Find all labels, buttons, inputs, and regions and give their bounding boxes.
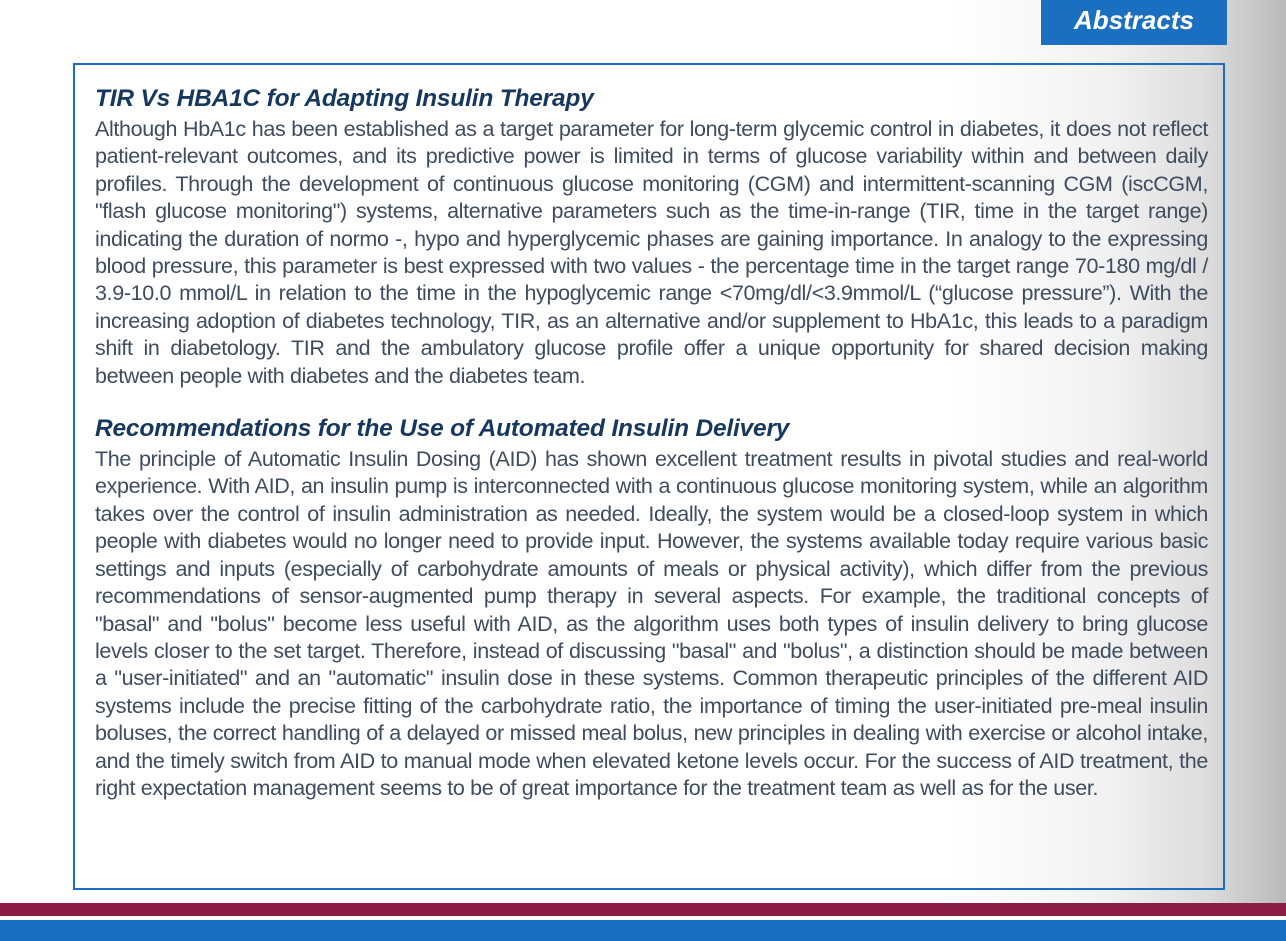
article-aid-recommendations [95,412,1208,802]
article-tir-vs-hba1c [95,82,1208,390]
article-body: The principle of Automatic Insulin Dosing (AID) has shown excellent treatment results in pivotal studies and real-world experience. With AID, an insulin pump is interconnected with a continuous glucose monitoring system, while an algorithm takes over the control of insulin administration as needed. Ideally, the system would be a closed-loop system in which people with diabetes would no longer need to provide input. However, the systems available today require various basic settings and inputs (especially of carbohydrate amounts of meals or physical activity), which differ from the previous recommendations of sensor-augmented pump therapy in several aspects. For example, the traditional concepts of "basal" and "bolus" become less useful with AID, as the algorithm uses both types of insulin delivery to bring glucose levels closer to the set target. Therefore, instead of discussing "basal" and "bolus", a distinction should be made between a "user-initiated" and an "automatic" insulin dose in these systems. Common therapeutic principles of the different AID systems include the precise fitting of the carbohydrate ratio, the importance of timing the user-initiated pre-meal insulin boluses, the correct handling of a delayed or missed meal bolus, new principles in dealing with exercise or alcohol intake, and the timely switch from AID to manual mode when elevated ketone levels occur. For the success of AID treatment, the right expectation management seems to be of great importance for the treatment team as well as for the user. [95,447,1208,800]
article-title: Recommendations for the Use of Automated Insulin Delivery [95,415,790,443]
footer-rule-blue [0,920,1286,941]
abstracts-box [73,63,1225,890]
section-tab-abstracts: Abstracts [1041,0,1227,45]
article-title: TIR Vs HBA1C for Adapting Insulin Therapy [95,85,594,112]
footer-rule-maroon [0,903,1286,916]
article-body: Although HbA1c has been established as a target parameter for long-term glycemic control in diabetes, it does not reflect patient-relevant outcomes, and its predictive power is limited in terms of glucose variability within and between daily profiles. Through the development of continuous glucose monitoring (CGM) and intermittent-scanning CGM (iscCGM, "flash glucose monitoring") systems, alternative parameters such as the time-in-range (TIR, time in the target range) indicating the duration of normo -, hypo and hyperglycemic phases are gaining importance. In analogy to the expressing blood pressure, this parameter is best expressed with two values - the percentage time in the target range 70-180 mg/dl / 3.9-10.0 mmol/L in relation to the time in the hypoglycemic range <70mg/dl/<3.9mmol/L (“glucose pressure”). With the increasing adoption of diabetes technology, TIR, as an alternative and/or supplement to HbA1c, this leads to a paradigm shift in diabetology. TIR and the ambulatory glucose profile offer a unique opportunity for shared decision making between people with diabetes and the diabetes team. [95,117,1208,388]
